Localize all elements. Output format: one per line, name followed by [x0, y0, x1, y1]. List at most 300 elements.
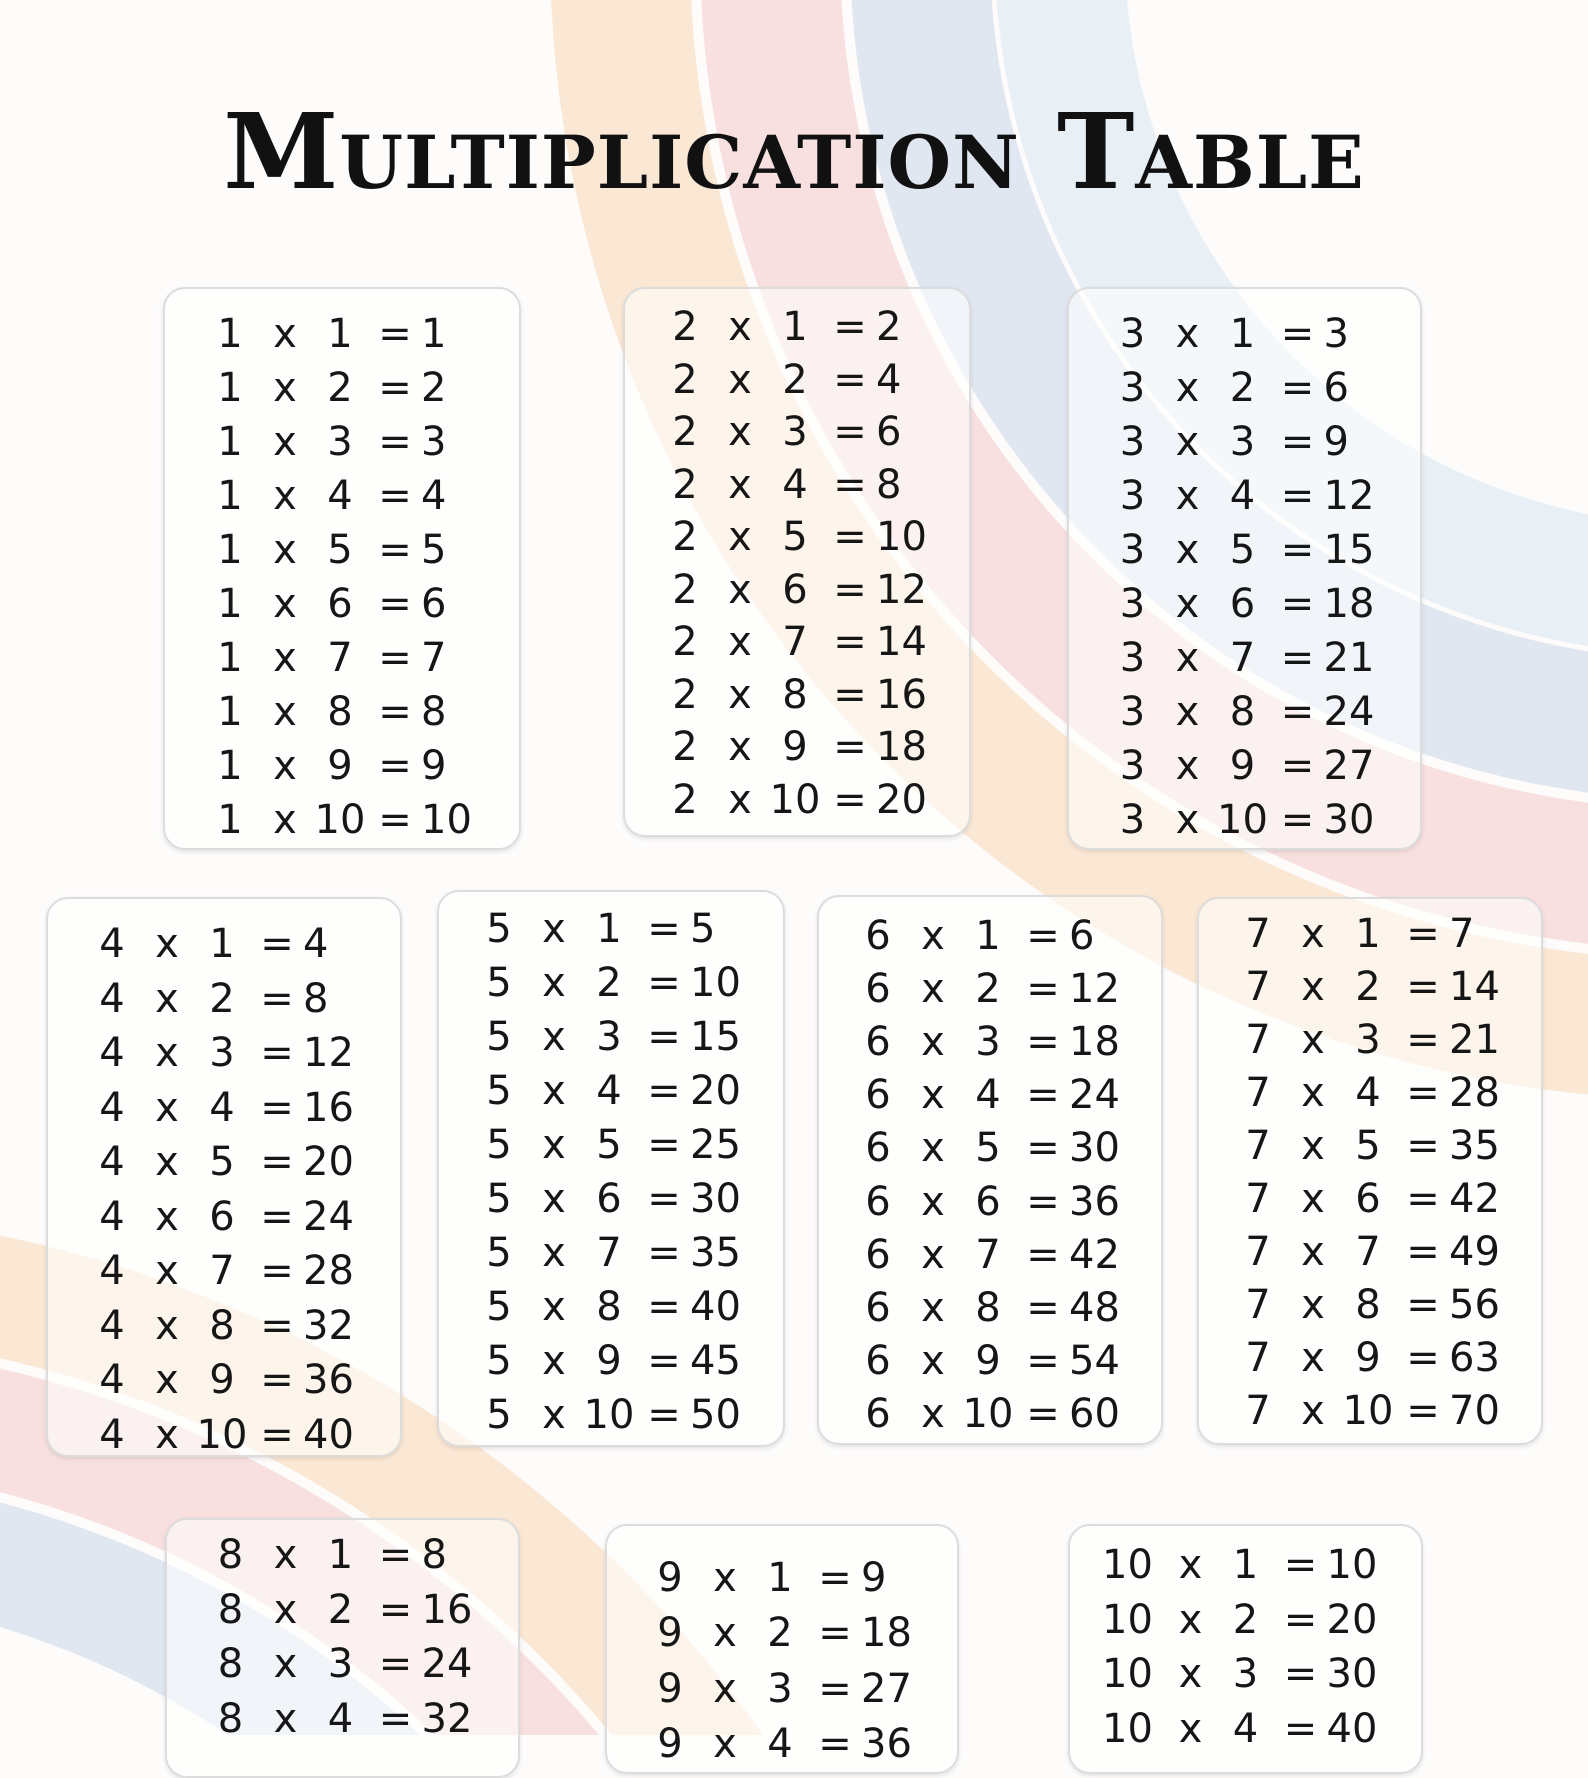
- multiplier: 1: [327, 1532, 354, 1579]
- product: 27: [861, 1665, 912, 1712]
- product: 12: [1069, 965, 1120, 1012]
- multiplier: 4: [782, 461, 808, 508]
- multiplier: 9: [327, 743, 353, 789]
- multiplicand: 7: [1245, 1387, 1271, 1434]
- equation-row: [165, 469, 519, 523]
- multiplier: 9: [975, 1338, 1001, 1385]
- equals-sign: =: [833, 514, 867, 561]
- product: 18: [861, 1610, 912, 1657]
- product: 7: [421, 635, 447, 681]
- product: 35: [1449, 1122, 1500, 1169]
- multiplicand: 2: [672, 409, 698, 456]
- multiplier: 4: [327, 1695, 354, 1742]
- product: 18: [1069, 1018, 1120, 1065]
- multiplier: 2: [975, 965, 1001, 1012]
- multiplicand: 8: [217, 1532, 244, 1579]
- times-sign: x: [728, 671, 752, 718]
- multiplier: 2: [327, 365, 353, 411]
- equation-row: [1199, 907, 1541, 960]
- multiplicand: 3: [1119, 473, 1146, 519]
- multiplicand: 9: [657, 1610, 683, 1657]
- equals-sign: =: [1283, 1705, 1318, 1752]
- equation-row: [1199, 960, 1541, 1013]
- times-sign: x: [728, 461, 752, 508]
- equals-sign: =: [1026, 1391, 1060, 1438]
- equals-sign: =: [833, 776, 867, 823]
- multiplicand: 3: [1119, 311, 1146, 357]
- product: 3: [1323, 311, 1349, 357]
- equation-row: [1199, 1331, 1541, 1384]
- multiplier: 8: [975, 1284, 1001, 1331]
- times-table-8: [165, 1518, 520, 1778]
- product: 6: [876, 409, 902, 456]
- multiplier: 3: [1355, 1016, 1381, 1063]
- equation-row: [1069, 415, 1420, 469]
- equation-row: [165, 523, 519, 577]
- equation-row: [1069, 307, 1420, 361]
- product: 24: [1069, 1072, 1120, 1119]
- multiplicand: 6: [865, 1072, 891, 1119]
- multiplicand: 6: [865, 1391, 891, 1438]
- equals-sign: =: [1026, 912, 1060, 959]
- product: 8: [421, 689, 447, 735]
- product: 18: [1323, 581, 1375, 627]
- multiplier: 9: [1229, 743, 1256, 789]
- product: 36: [303, 1357, 354, 1404]
- times-sign: x: [728, 409, 752, 456]
- multiplier: 10: [314, 797, 366, 843]
- equals-sign: =: [647, 960, 681, 1006]
- multiplier: 8: [1355, 1281, 1381, 1328]
- equation-row: [1070, 1647, 1421, 1702]
- multiplicand: 2: [672, 776, 698, 823]
- multiplier: 7: [975, 1231, 1001, 1278]
- equals-sign: =: [1283, 1651, 1318, 1698]
- multiplier: 4: [1232, 1705, 1259, 1752]
- product: 6: [1069, 912, 1095, 959]
- multiplier: 2: [1355, 963, 1381, 1010]
- multiplier: 1: [209, 921, 235, 968]
- times-sign: x: [713, 1665, 737, 1712]
- equals-sign: =: [818, 1554, 852, 1601]
- product: 12: [303, 1030, 354, 1077]
- multiplier: 1: [1232, 1542, 1259, 1589]
- multiplicand: 4: [99, 1084, 125, 1131]
- equals-sign: =: [647, 1338, 681, 1384]
- product: 48: [1069, 1284, 1120, 1331]
- times-sign: x: [1175, 797, 1200, 843]
- equals-sign: =: [1406, 1069, 1440, 1116]
- times-sign: x: [542, 1284, 566, 1330]
- equals-sign: =: [378, 473, 412, 519]
- times-sign: x: [921, 912, 945, 959]
- equation-row: [1069, 739, 1420, 793]
- equals-sign: =: [1406, 1334, 1440, 1381]
- equals-sign: =: [1283, 1596, 1318, 1643]
- times-sign: x: [728, 566, 752, 613]
- equals-sign: =: [647, 1176, 681, 1222]
- multiplicand: 2: [672, 304, 698, 351]
- multiplier: 1: [596, 906, 622, 952]
- multiplicand: 3: [1119, 689, 1146, 735]
- equation-row: [439, 1010, 783, 1064]
- multiplier: 4: [327, 473, 353, 519]
- multiplier: 8: [327, 689, 353, 735]
- multiplicand: 5: [486, 1392, 512, 1438]
- product: 24: [421, 1641, 473, 1688]
- multiplicand: 6: [865, 1178, 891, 1225]
- times-sign: x: [921, 965, 945, 1012]
- times-table-10: [1068, 1524, 1423, 1774]
- product: 6: [1323, 365, 1349, 411]
- multiplicand: 2: [672, 356, 698, 403]
- multiplicand: 2: [672, 619, 698, 666]
- times-sign: x: [1175, 365, 1200, 411]
- multiplier: 3: [209, 1030, 235, 1077]
- multiplicand: 9: [657, 1554, 683, 1601]
- multiplicand: 1: [217, 635, 243, 681]
- equals-sign: =: [1280, 527, 1315, 573]
- product: 15: [690, 1014, 741, 1060]
- product: 30: [690, 1176, 741, 1222]
- multiplicand: 5: [486, 1284, 512, 1330]
- times-sign: x: [1301, 1334, 1325, 1381]
- multiplier: 1: [767, 1554, 793, 1601]
- times-sign: x: [1175, 689, 1200, 735]
- product: 5: [690, 906, 716, 952]
- equation-row: [1199, 1013, 1541, 1066]
- equals-sign: =: [1026, 1072, 1060, 1119]
- multiplicand: 8: [217, 1586, 244, 1633]
- product: 21: [1323, 635, 1375, 681]
- times-sign: x: [1175, 311, 1200, 357]
- multiplicand: 4: [99, 1139, 125, 1186]
- multiplicand: 10: [1102, 1705, 1153, 1752]
- equals-sign: =: [260, 1357, 294, 1404]
- multiplier: 3: [782, 409, 808, 456]
- multiplier: 7: [209, 1248, 235, 1295]
- times-sign: x: [728, 724, 752, 771]
- equation-row: [165, 415, 519, 469]
- times-table-6: [817, 895, 1163, 1445]
- multiplicand: 5: [486, 906, 512, 952]
- multiplicand: 1: [217, 419, 243, 465]
- product: 15: [1323, 527, 1375, 573]
- times-sign: x: [542, 1176, 566, 1222]
- multiplier: 4: [209, 1084, 235, 1131]
- times-sign: x: [155, 921, 179, 968]
- product: 3: [421, 419, 447, 465]
- product: 20: [303, 1139, 354, 1186]
- product: 18: [876, 724, 927, 771]
- product: 20: [876, 776, 927, 823]
- product: 16: [303, 1084, 354, 1131]
- times-sign: x: [1301, 1122, 1325, 1169]
- times-sign: x: [921, 1178, 945, 1225]
- times-sign: x: [542, 1122, 566, 1168]
- equation-row: [625, 616, 969, 669]
- multiplicand: 6: [865, 1125, 891, 1172]
- multiplier: 9: [1355, 1334, 1381, 1381]
- times-table-2: [623, 287, 971, 837]
- times-sign: x: [273, 581, 297, 627]
- product: 7: [1449, 910, 1475, 957]
- equation-row: [1069, 631, 1420, 685]
- equation-row: [439, 902, 783, 956]
- product: 20: [690, 1068, 741, 1114]
- multiplicand: 3: [1119, 527, 1146, 573]
- equals-sign: =: [378, 1695, 413, 1742]
- product: 24: [1323, 689, 1375, 735]
- multiplicand: 4: [99, 1248, 125, 1295]
- multiplicand: 4: [99, 921, 125, 968]
- page-title: Multiplication Table: [223, 90, 1365, 213]
- multiplier: 9: [209, 1357, 235, 1404]
- equation-row: [607, 1717, 957, 1773]
- product: 28: [1449, 1069, 1500, 1116]
- times-sign: x: [542, 1068, 566, 1114]
- multiplier: 6: [596, 1176, 622, 1222]
- equation-row: [48, 1299, 400, 1354]
- times-sign: x: [713, 1721, 737, 1768]
- multiplier: 3: [1232, 1651, 1259, 1698]
- equation-row: [165, 361, 519, 415]
- times-sign: x: [155, 1084, 179, 1131]
- equals-sign: =: [1026, 1284, 1060, 1331]
- equals-sign: =: [818, 1665, 852, 1712]
- multiplicand: 4: [99, 1302, 125, 1349]
- product: 10: [690, 960, 741, 1006]
- equation-row: [1070, 1538, 1421, 1593]
- equation-row: [165, 739, 519, 793]
- equals-sign: =: [833, 566, 867, 613]
- multiplier: 3: [327, 419, 353, 465]
- multiplicand: 7: [1245, 963, 1271, 1010]
- times-sign: x: [1301, 1387, 1325, 1434]
- product: 30: [1069, 1125, 1120, 1172]
- multiplicand: 7: [1245, 1016, 1271, 1063]
- multiplier: 5: [975, 1125, 1001, 1172]
- equals-sign: =: [1406, 1175, 1440, 1222]
- times-sign: x: [1301, 1228, 1325, 1275]
- equals-sign: =: [1280, 311, 1315, 357]
- multiplier: 2: [327, 1586, 354, 1633]
- multiplier: 6: [782, 566, 808, 613]
- equation-row: [819, 1015, 1161, 1068]
- multiplier: 3: [327, 1641, 354, 1688]
- multiplicand: 10: [1102, 1651, 1153, 1698]
- product: 1: [421, 311, 447, 357]
- equals-sign: =: [260, 1030, 294, 1077]
- times-sign: x: [542, 906, 566, 952]
- multiplier: 2: [1229, 365, 1256, 411]
- times-sign: x: [542, 1392, 566, 1438]
- equals-sign: =: [833, 671, 867, 718]
- product: 45: [690, 1338, 741, 1384]
- equals-sign: =: [260, 1411, 294, 1458]
- times-sign: x: [921, 1338, 945, 1385]
- equals-sign: =: [1406, 1281, 1440, 1328]
- multiplier: 7: [1229, 635, 1256, 681]
- multiplier: 10: [769, 776, 821, 823]
- times-sign: x: [1178, 1705, 1203, 1752]
- product: 9: [861, 1554, 887, 1601]
- equals-sign: =: [647, 1392, 681, 1438]
- equation-row: [167, 1637, 518, 1692]
- product: 30: [1323, 797, 1375, 843]
- times-sign: x: [921, 1284, 945, 1331]
- times-sign: x: [921, 1125, 945, 1172]
- multiplicand: 3: [1119, 797, 1146, 843]
- product: 9: [421, 743, 447, 789]
- equation-row: [1199, 1066, 1541, 1119]
- times-sign: x: [1178, 1542, 1203, 1589]
- times-sign: x: [728, 304, 752, 351]
- equals-sign: =: [260, 1193, 294, 1240]
- product: 8: [876, 461, 902, 508]
- times-sign: x: [1175, 527, 1200, 573]
- multiplicand: 5: [486, 1338, 512, 1384]
- multiplicand: 2: [672, 724, 698, 771]
- product: 10: [876, 514, 927, 561]
- multiplier: 7: [327, 635, 353, 681]
- equation-row: [819, 909, 1161, 962]
- product: 49: [1449, 1228, 1500, 1275]
- multiplier: 8: [1229, 689, 1256, 735]
- multiplier: 6: [1355, 1175, 1381, 1222]
- times-sign: x: [921, 1391, 945, 1438]
- multiplicand: 2: [672, 671, 698, 718]
- times-sign: x: [1301, 1069, 1325, 1116]
- product: 14: [876, 619, 927, 666]
- times-sign: x: [273, 743, 297, 789]
- times-sign: x: [1175, 581, 1200, 627]
- product: 4: [421, 473, 447, 519]
- equals-sign: =: [378, 743, 412, 789]
- times-sign: x: [1175, 635, 1200, 681]
- equals-sign: =: [260, 1084, 294, 1131]
- multiplier: 6: [1229, 581, 1256, 627]
- equation-row: [48, 1353, 400, 1408]
- equals-sign: =: [378, 419, 412, 465]
- equation-row: [48, 1408, 400, 1463]
- equals-sign: =: [1406, 1016, 1440, 1063]
- times-sign: x: [155, 1357, 179, 1404]
- equals-sign: =: [378, 1532, 413, 1579]
- product: 63: [1449, 1334, 1500, 1381]
- multiplicand: 3: [1119, 743, 1146, 789]
- equals-sign: =: [647, 1122, 681, 1168]
- equals-sign: =: [378, 365, 412, 411]
- equation-row: [48, 1244, 400, 1299]
- equation-row: [625, 406, 969, 459]
- multiplier: 10: [1217, 797, 1268, 843]
- product: 30: [1326, 1651, 1378, 1698]
- multiplicand: 7: [1245, 1281, 1271, 1328]
- times-sign: x: [1301, 1281, 1325, 1328]
- equation-row: [1199, 1119, 1541, 1172]
- multiplier: 1: [782, 304, 808, 351]
- product: 40: [303, 1411, 354, 1458]
- equation-row: [165, 793, 519, 847]
- multiplicand: 5: [486, 1176, 512, 1222]
- times-sign: x: [1301, 910, 1325, 957]
- product: 8: [421, 1532, 447, 1579]
- times-sign: x: [542, 960, 566, 1006]
- equals-sign: =: [260, 975, 294, 1022]
- multiplier: 4: [1229, 473, 1256, 519]
- product: 4: [303, 921, 329, 968]
- multiplicand: 6: [865, 965, 891, 1012]
- multiplier: 4: [1355, 1069, 1381, 1116]
- equals-sign: =: [1280, 689, 1315, 735]
- equals-sign: =: [1406, 963, 1440, 1010]
- times-sign: x: [1301, 963, 1325, 1010]
- times-sign: x: [1178, 1651, 1203, 1698]
- times-sign: x: [1175, 419, 1200, 465]
- multiplicand: 6: [865, 1284, 891, 1331]
- times-sign: x: [273, 1532, 298, 1579]
- multiplier: 1: [1229, 311, 1256, 357]
- equation-row: [1199, 1225, 1541, 1278]
- equation-row: [1199, 1278, 1541, 1331]
- times-sign: x: [713, 1610, 737, 1657]
- equation-row: [167, 1528, 518, 1583]
- equation-row: [1069, 469, 1420, 523]
- equals-sign: =: [647, 1230, 681, 1276]
- equation-row: [439, 1118, 783, 1172]
- times-sign: x: [1301, 1016, 1325, 1063]
- multiplier: 7: [596, 1230, 622, 1276]
- multiplier: 4: [975, 1072, 1001, 1119]
- multiplicand: 1: [217, 581, 243, 627]
- times-sign: x: [1178, 1596, 1203, 1643]
- times-sign: x: [921, 1231, 945, 1278]
- multiplicand: 6: [865, 1018, 891, 1065]
- times-sign: x: [155, 1193, 179, 1240]
- times-sign: x: [728, 356, 752, 403]
- equation-row: [625, 564, 969, 617]
- equals-sign: =: [1280, 743, 1315, 789]
- multiplicand: 2: [672, 566, 698, 613]
- multiplier: 8: [596, 1284, 622, 1330]
- product: 2: [876, 304, 902, 351]
- equation-row: [1199, 1172, 1541, 1225]
- product: 4: [876, 356, 902, 403]
- multiplicand: 8: [217, 1695, 244, 1742]
- product: 42: [1449, 1175, 1500, 1222]
- equation-row: [625, 669, 969, 722]
- equals-sign: =: [1280, 473, 1315, 519]
- equals-sign: =: [378, 311, 412, 357]
- multiplicand: 5: [486, 1068, 512, 1114]
- multiplier: 4: [767, 1721, 793, 1768]
- multiplicand: 1: [217, 689, 243, 735]
- multiplier: 5: [782, 514, 808, 561]
- equation-row: [819, 1388, 1161, 1441]
- equals-sign: =: [1280, 635, 1315, 681]
- multiplicand: 10: [1102, 1542, 1153, 1589]
- times-sign: x: [728, 514, 752, 561]
- equals-sign: =: [1406, 1387, 1440, 1434]
- equals-sign: =: [378, 581, 412, 627]
- times-sign: x: [273, 473, 297, 519]
- product: 25: [690, 1122, 741, 1168]
- times-sign: x: [155, 1302, 179, 1349]
- multiplicand: 1: [217, 743, 243, 789]
- multiplier: 9: [596, 1338, 622, 1384]
- times-sign: x: [155, 975, 179, 1022]
